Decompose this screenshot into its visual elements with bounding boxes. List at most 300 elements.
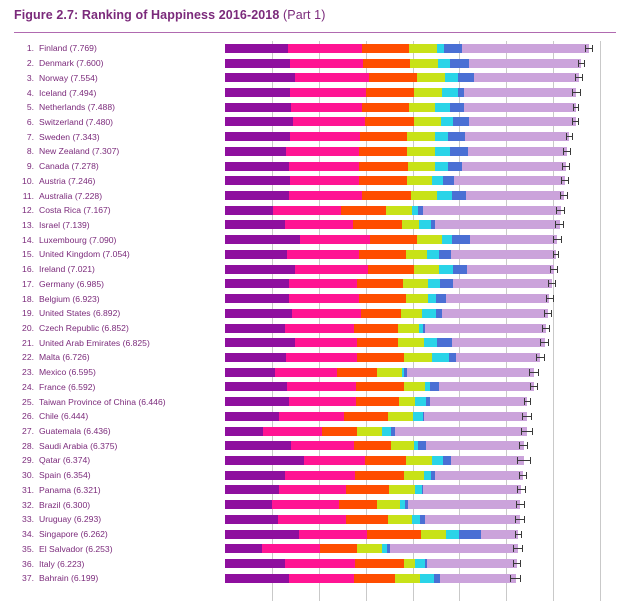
- bar-segment-generosity: [445, 73, 458, 82]
- chart-row: [0, 541, 630, 556]
- bar-segment-freedom: [391, 441, 414, 450]
- bar-segment-social-support: [290, 176, 359, 185]
- bar-segment-generosity: [432, 353, 450, 362]
- bar-segment-freedom: [414, 117, 441, 126]
- stacked-bar: [225, 147, 568, 156]
- bar-segment-healthy-life-expectancy: [363, 59, 410, 68]
- bar-segment-generosity: [419, 220, 431, 229]
- bar-segment-healthy-life-expectancy: [322, 427, 357, 436]
- stacked-bar: [225, 235, 557, 244]
- row-country-label: Finland (7.769): [39, 43, 97, 54]
- bar-segment-gdp: [225, 309, 292, 318]
- chart-row: [0, 438, 630, 453]
- bar-segment-gdp: [225, 515, 278, 524]
- stacked-bar: [225, 397, 527, 406]
- row-country-label: Malta (6.726): [39, 352, 90, 363]
- chart-row: [0, 409, 630, 424]
- bar-segment-dystopia-residual: [474, 73, 579, 82]
- bar-segment-social-support: [289, 162, 359, 171]
- bar-segment-dystopia-residual: [453, 279, 553, 288]
- bar-segment-freedom: [407, 132, 435, 141]
- row-country-label: Panama (6.321): [39, 484, 101, 495]
- bar-segment-healthy-life-expectancy: [357, 338, 397, 347]
- bar-segment-dystopia-residual: [423, 206, 561, 215]
- stacked-bar: [225, 368, 534, 377]
- bar-segment-social-support: [289, 294, 359, 303]
- bar-segment-healthy-life-expectancy: [354, 324, 397, 333]
- chart-row: [0, 306, 630, 321]
- page-title: [14, 8, 616, 22]
- stacked-bar: [225, 456, 524, 465]
- row-country-label: Uruguay (6.293): [39, 514, 102, 525]
- bar-segment-gdp: [225, 427, 263, 436]
- bar-segment-social-support: [287, 250, 359, 259]
- row-rank: 18.: [22, 293, 34, 304]
- bar-segment-social-support: [291, 103, 362, 112]
- bar-segment-healthy-life-expectancy: [370, 235, 417, 244]
- bar-segment-social-support: [285, 220, 353, 229]
- chart-row: [0, 232, 630, 247]
- bar-segment-freedom: [407, 176, 432, 185]
- bar-segment-gdp: [225, 191, 289, 200]
- bar-segment-dystopia-residual: [435, 471, 523, 480]
- bar-segment-gdp: [225, 441, 291, 450]
- bar-segment-generosity: [442, 235, 452, 244]
- bar-segment-freedom: [403, 279, 427, 288]
- stacked-bar: [225, 206, 561, 215]
- stacked-bar: [225, 559, 517, 568]
- stacked-bar: [225, 471, 523, 480]
- row-rank: 16.: [22, 264, 34, 275]
- stacked-bar: [225, 59, 581, 68]
- row-rank: 10.: [22, 175, 34, 186]
- stacked-bar: [225, 441, 524, 450]
- bar-segment-dystopia-residual: [452, 338, 545, 347]
- bar-segment-dystopia-residual: [462, 44, 589, 53]
- bar-segment-healthy-life-expectancy: [359, 176, 407, 185]
- bar-segment-corruption: [437, 338, 452, 347]
- bar-segment-gdp: [225, 397, 289, 406]
- bar-segment-healthy-life-expectancy: [362, 44, 408, 53]
- bar-segment-freedom: [404, 353, 432, 362]
- chart-row: [0, 335, 630, 350]
- stacked-bar: [225, 162, 566, 171]
- bar-segment-dystopia-residual: [469, 59, 582, 68]
- row-country-label: Switzerland (7.480): [39, 116, 114, 127]
- row-rank: 23.: [22, 367, 34, 378]
- bar-segment-social-support: [287, 382, 356, 391]
- bar-segment-gdp: [225, 382, 287, 391]
- bar-segment-healthy-life-expectancy: [353, 220, 401, 229]
- bar-segment-dystopia-residual: [440, 574, 515, 583]
- row-country-label: El Salvador (6.253): [39, 543, 113, 554]
- row-rank: 11.: [22, 190, 34, 201]
- bar-segment-freedom: [402, 220, 419, 229]
- row-rank: 21.: [22, 337, 34, 348]
- bar-segment-corruption: [450, 103, 464, 112]
- bar-segment-corruption: [418, 441, 426, 450]
- bar-segment-corruption: [443, 176, 454, 185]
- row-rank: 22.: [22, 352, 34, 363]
- bar-segment-dystopia-residual: [427, 559, 517, 568]
- chart-row: [0, 571, 630, 586]
- bar-segment-freedom: [398, 338, 425, 347]
- row-rank: 6.: [26, 116, 34, 127]
- chart-row: [0, 497, 630, 512]
- bar-segment-generosity: [424, 338, 436, 347]
- bar-segment-social-support: [299, 530, 367, 539]
- bar-segment-corruption: [430, 382, 438, 391]
- row-country-label: Sweden (7.343): [39, 131, 100, 142]
- row-country-label: Belgium (6.923): [39, 293, 100, 304]
- bar-segment-gdp: [225, 103, 291, 112]
- row-country-label: Ireland (7.021): [39, 264, 95, 275]
- bar-segment-gdp: [225, 206, 273, 215]
- bar-segment-generosity: [439, 265, 453, 274]
- bar-segment-gdp: [225, 147, 286, 156]
- stacked-bar: [225, 515, 520, 524]
- bar-segment-social-support: [304, 456, 365, 465]
- bar-segment-dystopia-residual: [451, 250, 555, 259]
- bar-segment-freedom: [357, 544, 382, 553]
- bar-segment-corruption: [444, 44, 462, 53]
- bar-segment-generosity: [422, 309, 435, 318]
- bar-segment-healthy-life-expectancy: [366, 88, 414, 97]
- bar-segment-social-support: [279, 485, 347, 494]
- chart-row: [0, 115, 630, 130]
- figure-part-label: (Part 1): [283, 8, 326, 22]
- bar-segment-gdp: [225, 132, 290, 141]
- bar-segment-generosity: [446, 530, 459, 539]
- row-country-label: Taiwan Province of China (6.446): [39, 396, 166, 407]
- bar-segment-freedom: [401, 309, 422, 318]
- bar-segment-healthy-life-expectancy: [357, 279, 403, 288]
- bar-segment-healthy-life-expectancy: [367, 530, 420, 539]
- bar-segment-freedom: [404, 471, 424, 480]
- bar-segment-dystopia-residual: [407, 368, 534, 377]
- chart-row: [0, 129, 630, 144]
- bar-segment-freedom: [395, 574, 420, 583]
- bar-segment-gdp: [225, 176, 290, 185]
- stacked-bar: [225, 176, 565, 185]
- bar-segment-generosity: [432, 176, 443, 185]
- row-country-label: Norway (7.554): [39, 72, 98, 83]
- row-country-label: United Arab Emirates (6.825): [39, 337, 150, 348]
- bar-segment-freedom: [409, 103, 435, 112]
- stacked-bar: [225, 530, 519, 539]
- bar-segment-dystopia-residual: [395, 427, 526, 436]
- row-country-label: United States (6.892): [39, 308, 121, 319]
- row-rank: 33.: [22, 514, 34, 525]
- bar-segment-corruption: [443, 456, 451, 465]
- bar-segment-social-support: [285, 471, 354, 480]
- bar-segment-gdp: [225, 500, 272, 509]
- bar-segment-social-support: [291, 441, 355, 450]
- bar-segment-dystopia-residual: [424, 412, 527, 421]
- stacked-bar: [225, 338, 545, 347]
- row-country-label: Italy (6.223): [39, 558, 85, 569]
- figure-number: Figure 2.7:: [14, 8, 79, 22]
- bar-segment-healthy-life-expectancy: [360, 132, 407, 141]
- bar-segment-healthy-life-expectancy: [368, 265, 414, 274]
- figure-title-block: [0, 0, 630, 26]
- bar-segment-dystopia-residual: [464, 88, 577, 97]
- bar-segment-healthy-life-expectancy: [341, 206, 386, 215]
- stacked-bar: [225, 294, 550, 303]
- bar-segment-gdp: [225, 353, 286, 362]
- row-country-label: Netherlands (7.488): [39, 102, 115, 113]
- stacked-bar: [225, 220, 560, 229]
- bar-segment-dystopia-residual: [446, 294, 550, 303]
- bar-segment-dystopia-residual: [408, 500, 521, 509]
- bar-segment-freedom: [406, 294, 429, 303]
- row-country-label: Singapore (6.262): [39, 529, 108, 540]
- bar-segment-corruption: [450, 147, 468, 156]
- row-rank: 2.: [26, 58, 34, 69]
- bar-segment-healthy-life-expectancy: [354, 441, 391, 450]
- bar-segment-freedom: [388, 515, 412, 524]
- stacked-bar: [225, 44, 589, 53]
- row-rank: 28.: [22, 440, 34, 451]
- chart-rows: [0, 41, 630, 586]
- row-country-label: Czech Republic (6.852): [39, 323, 129, 334]
- bar-segment-dystopia-residual: [470, 235, 558, 244]
- bar-segment-social-support: [288, 44, 363, 53]
- bar-segment-healthy-life-expectancy: [359, 162, 408, 171]
- bar-segment-generosity: [435, 132, 448, 141]
- bar-segment-freedom: [406, 456, 432, 465]
- stacked-bar: [225, 324, 546, 333]
- bar-segment-corruption: [452, 191, 466, 200]
- chart-row: [0, 350, 630, 365]
- bar-segment-freedom: [399, 397, 415, 406]
- bar-segment-healthy-life-expectancy: [359, 294, 405, 303]
- bar-segment-generosity: [424, 471, 431, 480]
- bar-segment-social-support: [286, 147, 359, 156]
- row-rank: 1.: [26, 43, 34, 54]
- bar-segment-dystopia-residual: [442, 309, 548, 318]
- bar-segment-generosity: [437, 191, 452, 200]
- bar-segment-freedom: [377, 368, 402, 377]
- row-rank: 30.: [22, 470, 34, 481]
- bar-segment-dystopia-residual: [469, 117, 576, 126]
- row-rank: 9.: [26, 161, 34, 172]
- bar-segment-corruption: [440, 279, 453, 288]
- chart-row: [0, 56, 630, 71]
- bar-segment-gdp: [225, 485, 279, 494]
- bar-segment-gdp: [225, 162, 289, 171]
- bar-segment-corruption: [448, 132, 465, 141]
- row-rank: 29.: [22, 455, 34, 466]
- bar-segment-social-support: [275, 368, 337, 377]
- bar-segment-healthy-life-expectancy: [356, 382, 404, 391]
- bar-segment-freedom: [357, 427, 382, 436]
- bar-segment-dystopia-residual: [466, 191, 563, 200]
- row-country-label: Israel (7.139): [39, 219, 90, 230]
- bar-segment-gdp: [225, 368, 275, 377]
- bar-segment-gdp: [225, 73, 295, 82]
- bar-segment-healthy-life-expectancy: [359, 250, 405, 259]
- bar-segment-gdp: [225, 294, 289, 303]
- chart-row: [0, 144, 630, 159]
- bar-segment-social-support: [289, 191, 362, 200]
- bar-segment-gdp: [225, 250, 287, 259]
- row-rank: 35.: [22, 543, 34, 554]
- bar-segment-freedom: [417, 235, 442, 244]
- bar-segment-healthy-life-expectancy: [361, 309, 402, 318]
- row-country-label: France (6.592): [39, 381, 96, 392]
- title-divider: [14, 32, 616, 33]
- bar-segment-social-support: [262, 544, 320, 553]
- bar-segment-freedom: [404, 382, 425, 391]
- bar-segment-dystopia-residual: [468, 147, 567, 156]
- bar-segment-generosity: [441, 117, 453, 126]
- bar-segment-gdp: [225, 117, 293, 126]
- row-country-label: Chile (6.444): [39, 411, 89, 422]
- bar-segment-freedom: [411, 191, 437, 200]
- row-rank: 19.: [22, 308, 34, 319]
- bar-segment-gdp: [225, 265, 295, 274]
- bar-segment-freedom: [407, 147, 435, 156]
- bar-segment-healthy-life-expectancy: [355, 471, 405, 480]
- row-rank: 26.: [22, 411, 34, 422]
- bar-segment-gdp: [225, 220, 285, 229]
- bar-segment-freedom: [417, 73, 445, 82]
- stacked-bar: [225, 117, 576, 126]
- bar-segment-generosity: [413, 412, 423, 421]
- bar-segment-freedom: [398, 324, 420, 333]
- bar-segment-freedom: [389, 485, 415, 494]
- bar-segment-generosity: [428, 279, 440, 288]
- bar-segment-generosity: [435, 147, 450, 156]
- bar-segment-social-support: [263, 427, 323, 436]
- chart-row: [0, 483, 630, 498]
- bar-segment-freedom: [386, 206, 412, 215]
- row-country-label: Mexico (6.595): [39, 367, 96, 378]
- row-country-label: Luxembourg (7.090): [39, 234, 117, 245]
- bar-segment-social-support: [272, 500, 340, 509]
- bar-segment-corruption: [452, 235, 470, 244]
- bar-segment-generosity: [415, 397, 426, 406]
- stacked-bar: [225, 309, 548, 318]
- row-country-label: Guatemala (6.436): [39, 426, 111, 437]
- row-country-label: Austria (7.246): [39, 175, 96, 186]
- stacked-bar: [225, 382, 534, 391]
- row-rank: 31.: [22, 484, 34, 495]
- chart-row: [0, 424, 630, 439]
- chart-row: [0, 203, 630, 218]
- bar-segment-gdp: [225, 279, 289, 288]
- bar-segment-social-support: [278, 515, 347, 524]
- row-rank: 8.: [26, 146, 34, 157]
- bar-segment-gdp: [225, 559, 285, 568]
- row-rank: 27.: [22, 426, 34, 437]
- chart-row: [0, 188, 630, 203]
- row-rank: 12.: [22, 205, 34, 216]
- chart-row: [0, 173, 630, 188]
- bar-segment-corruption: [458, 73, 474, 82]
- row-rank: 24.: [22, 381, 34, 392]
- bar-segment-healthy-life-expectancy: [337, 368, 377, 377]
- bar-segment-gdp: [225, 44, 288, 53]
- bar-segment-generosity: [415, 559, 426, 568]
- bar-segment-social-support: [300, 235, 369, 244]
- bar-segment-social-support: [295, 338, 357, 347]
- bar-segment-gdp: [225, 471, 285, 480]
- bar-segment-freedom: [421, 530, 447, 539]
- chart-row: [0, 394, 630, 409]
- chart-row: [0, 100, 630, 115]
- stacked-bar: [225, 353, 540, 362]
- row-rank: 13.: [22, 219, 34, 230]
- bar-segment-gdp: [225, 456, 304, 465]
- bar-segment-corruption: [453, 117, 469, 126]
- stacked-bar: [225, 574, 516, 583]
- row-country-label: Brazil (6.300): [39, 499, 91, 510]
- bar-segment-social-support: [279, 412, 343, 421]
- bar-segment-social-support: [292, 309, 360, 318]
- bar-segment-social-support: [293, 117, 365, 126]
- stacked-bar: [225, 544, 518, 553]
- bar-segment-gdp: [225, 235, 300, 244]
- row-rank: 36.: [22, 558, 34, 569]
- bar-segment-gdp: [225, 530, 299, 539]
- chart-row: [0, 218, 630, 233]
- chart-row: [0, 70, 630, 85]
- chart-row: [0, 365, 630, 380]
- bar-segment-generosity: [437, 44, 444, 53]
- bar-segment-freedom: [414, 88, 442, 97]
- chart-row: [0, 85, 630, 100]
- bar-segment-corruption: [436, 294, 446, 303]
- stacked-bar: [225, 191, 564, 200]
- row-rank: 7.: [26, 131, 34, 142]
- row-country-label: Qatar (6.374): [39, 455, 91, 466]
- bar-segment-corruption: [450, 59, 469, 68]
- bar-segment-corruption: [459, 530, 481, 539]
- row-country-label: United Kingdom (7.054): [39, 249, 130, 260]
- stacked-bar: [225, 279, 552, 288]
- bar-segment-corruption: [453, 265, 468, 274]
- bar-segment-freedom: [410, 59, 438, 68]
- bar-segment-healthy-life-expectancy: [344, 412, 389, 421]
- bar-segment-social-support: [295, 73, 369, 82]
- bar-segment-gdp: [225, 59, 290, 68]
- bar-segment-generosity: [420, 574, 434, 583]
- row-country-label: Saudi Arabia (6.375): [39, 440, 118, 451]
- stacked-bar: [225, 88, 576, 97]
- bar-segment-gdp: [225, 544, 262, 553]
- bar-segment-social-support: [295, 265, 368, 274]
- chart-row: [0, 247, 630, 262]
- bar-segment-dystopia-residual: [390, 544, 518, 553]
- chart-row: [0, 468, 630, 483]
- bar-segment-generosity: [412, 515, 420, 524]
- bar-segment-generosity: [435, 162, 449, 171]
- chart-row: [0, 41, 630, 56]
- row-country-label: Costa Rica (7.167): [39, 205, 111, 216]
- row-rank: 37.: [22, 573, 34, 584]
- chart-row: [0, 262, 630, 277]
- bar-segment-healthy-life-expectancy: [355, 559, 404, 568]
- bar-segment-dystopia-residual: [462, 162, 566, 171]
- bar-segment-healthy-life-expectancy: [346, 515, 388, 524]
- row-rank: 15.: [22, 249, 34, 260]
- bar-segment-social-support: [273, 206, 340, 215]
- bar-segment-gdp: [225, 412, 279, 421]
- row-rank: 25.: [22, 396, 34, 407]
- bar-segment-dystopia-residual: [454, 176, 565, 185]
